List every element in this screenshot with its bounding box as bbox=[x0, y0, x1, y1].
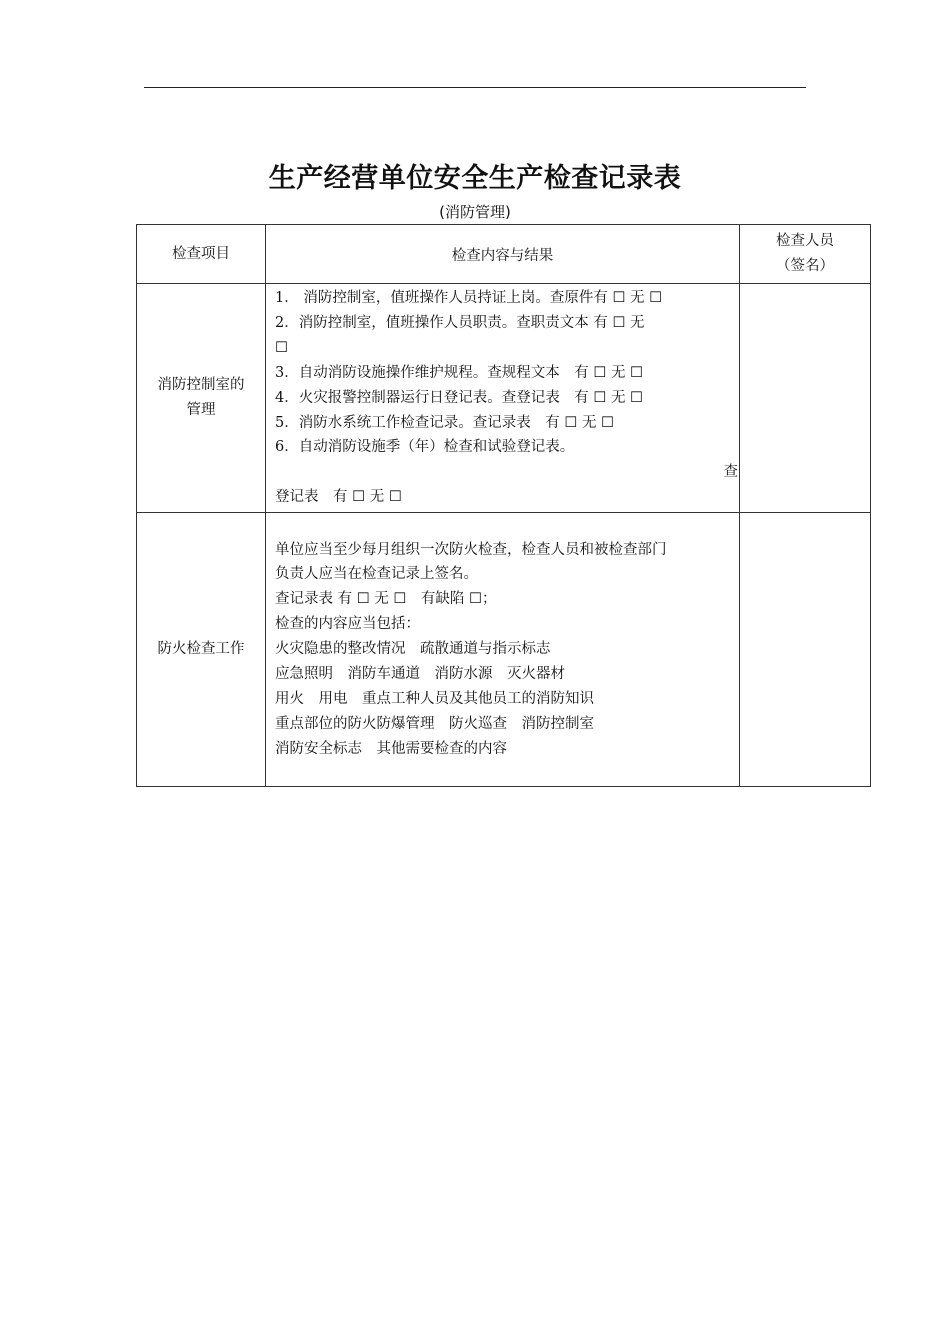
content-line: 检查的内容应当包括： bbox=[275, 616, 420, 633]
content-line: 负责人应当在检查记录上签名。 bbox=[275, 566, 478, 583]
header-content: 检查内容与结果 bbox=[266, 225, 740, 284]
content-line: 火灾隐患的整改情况 疏散通道与指示标志 bbox=[275, 641, 551, 658]
row-item: 防火检查工作 bbox=[137, 513, 266, 787]
header-signature-label: （签名） bbox=[776, 258, 834, 274]
row-signature-cell bbox=[740, 513, 871, 787]
content-line: 4．火灾报警控制器运行日登记表。查登记表 有 ☐ 无 ☐ bbox=[275, 389, 644, 406]
inspection-table bbox=[136, 224, 871, 787]
content-line: 查记录表 有 ☐ 无 ☐ 有缺陷 ☐； bbox=[275, 591, 497, 608]
row-signature-cell bbox=[740, 284, 871, 513]
page-subtitle: (消防管理) bbox=[439, 203, 511, 221]
content-line: 应急照明 消防车通道 消防水源 灭火器材 bbox=[275, 666, 565, 683]
row-item-line: 管理 bbox=[186, 402, 216, 419]
header-inspector-label: 检查人员 bbox=[776, 233, 834, 249]
row-item-line: 消防控制室的 bbox=[157, 377, 245, 394]
table-row bbox=[137, 284, 871, 513]
content-line: 1． 消防控制室，值班操作人员持证上岗。查原件有 ☐ 无 ☐ bbox=[275, 290, 663, 306]
table-row bbox=[137, 513, 871, 787]
header-rule bbox=[144, 87, 806, 88]
row-item bbox=[137, 284, 266, 513]
content-line: 6．自动消防设施季（年）检查和试验登记表。 bbox=[275, 439, 575, 456]
content-line: 3．自动消防设施操作维护规程。查规程文本 有 ☐ 无 ☐ bbox=[275, 364, 644, 381]
header-inspector bbox=[740, 225, 871, 284]
content-line: 5．消防水系统工作检查记录。查记录表 有 ☐ 无 ☐ bbox=[275, 414, 615, 431]
content-line: 消防安全标志 其他需要检查的内容 bbox=[275, 740, 507, 757]
page-title: 生产经营单位安全生产检查记录表 bbox=[268, 163, 682, 194]
row-content bbox=[266, 513, 740, 787]
content-line: 登记表 有 ☐ 无 ☐ bbox=[275, 489, 402, 506]
content-line: 单位应当至少每月组织一次防火检查，检查人员和被检查部门 bbox=[275, 541, 667, 558]
content-line: 用火 用电 重点工种人员及其他员工的消防知识 bbox=[275, 691, 594, 708]
table-header-row bbox=[137, 225, 871, 284]
content-line: 查 bbox=[723, 464, 738, 481]
header-item: 检查项目 bbox=[137, 225, 266, 284]
row-content bbox=[266, 284, 740, 513]
content-line: 2．消防控制室，值班操作人员职责。查职责文本 有 ☐ 无 bbox=[275, 314, 645, 331]
content-line: 重点部位的防火防爆管理 防火巡查 消防控制室 bbox=[275, 715, 594, 732]
content-line: ☐ bbox=[275, 339, 288, 356]
